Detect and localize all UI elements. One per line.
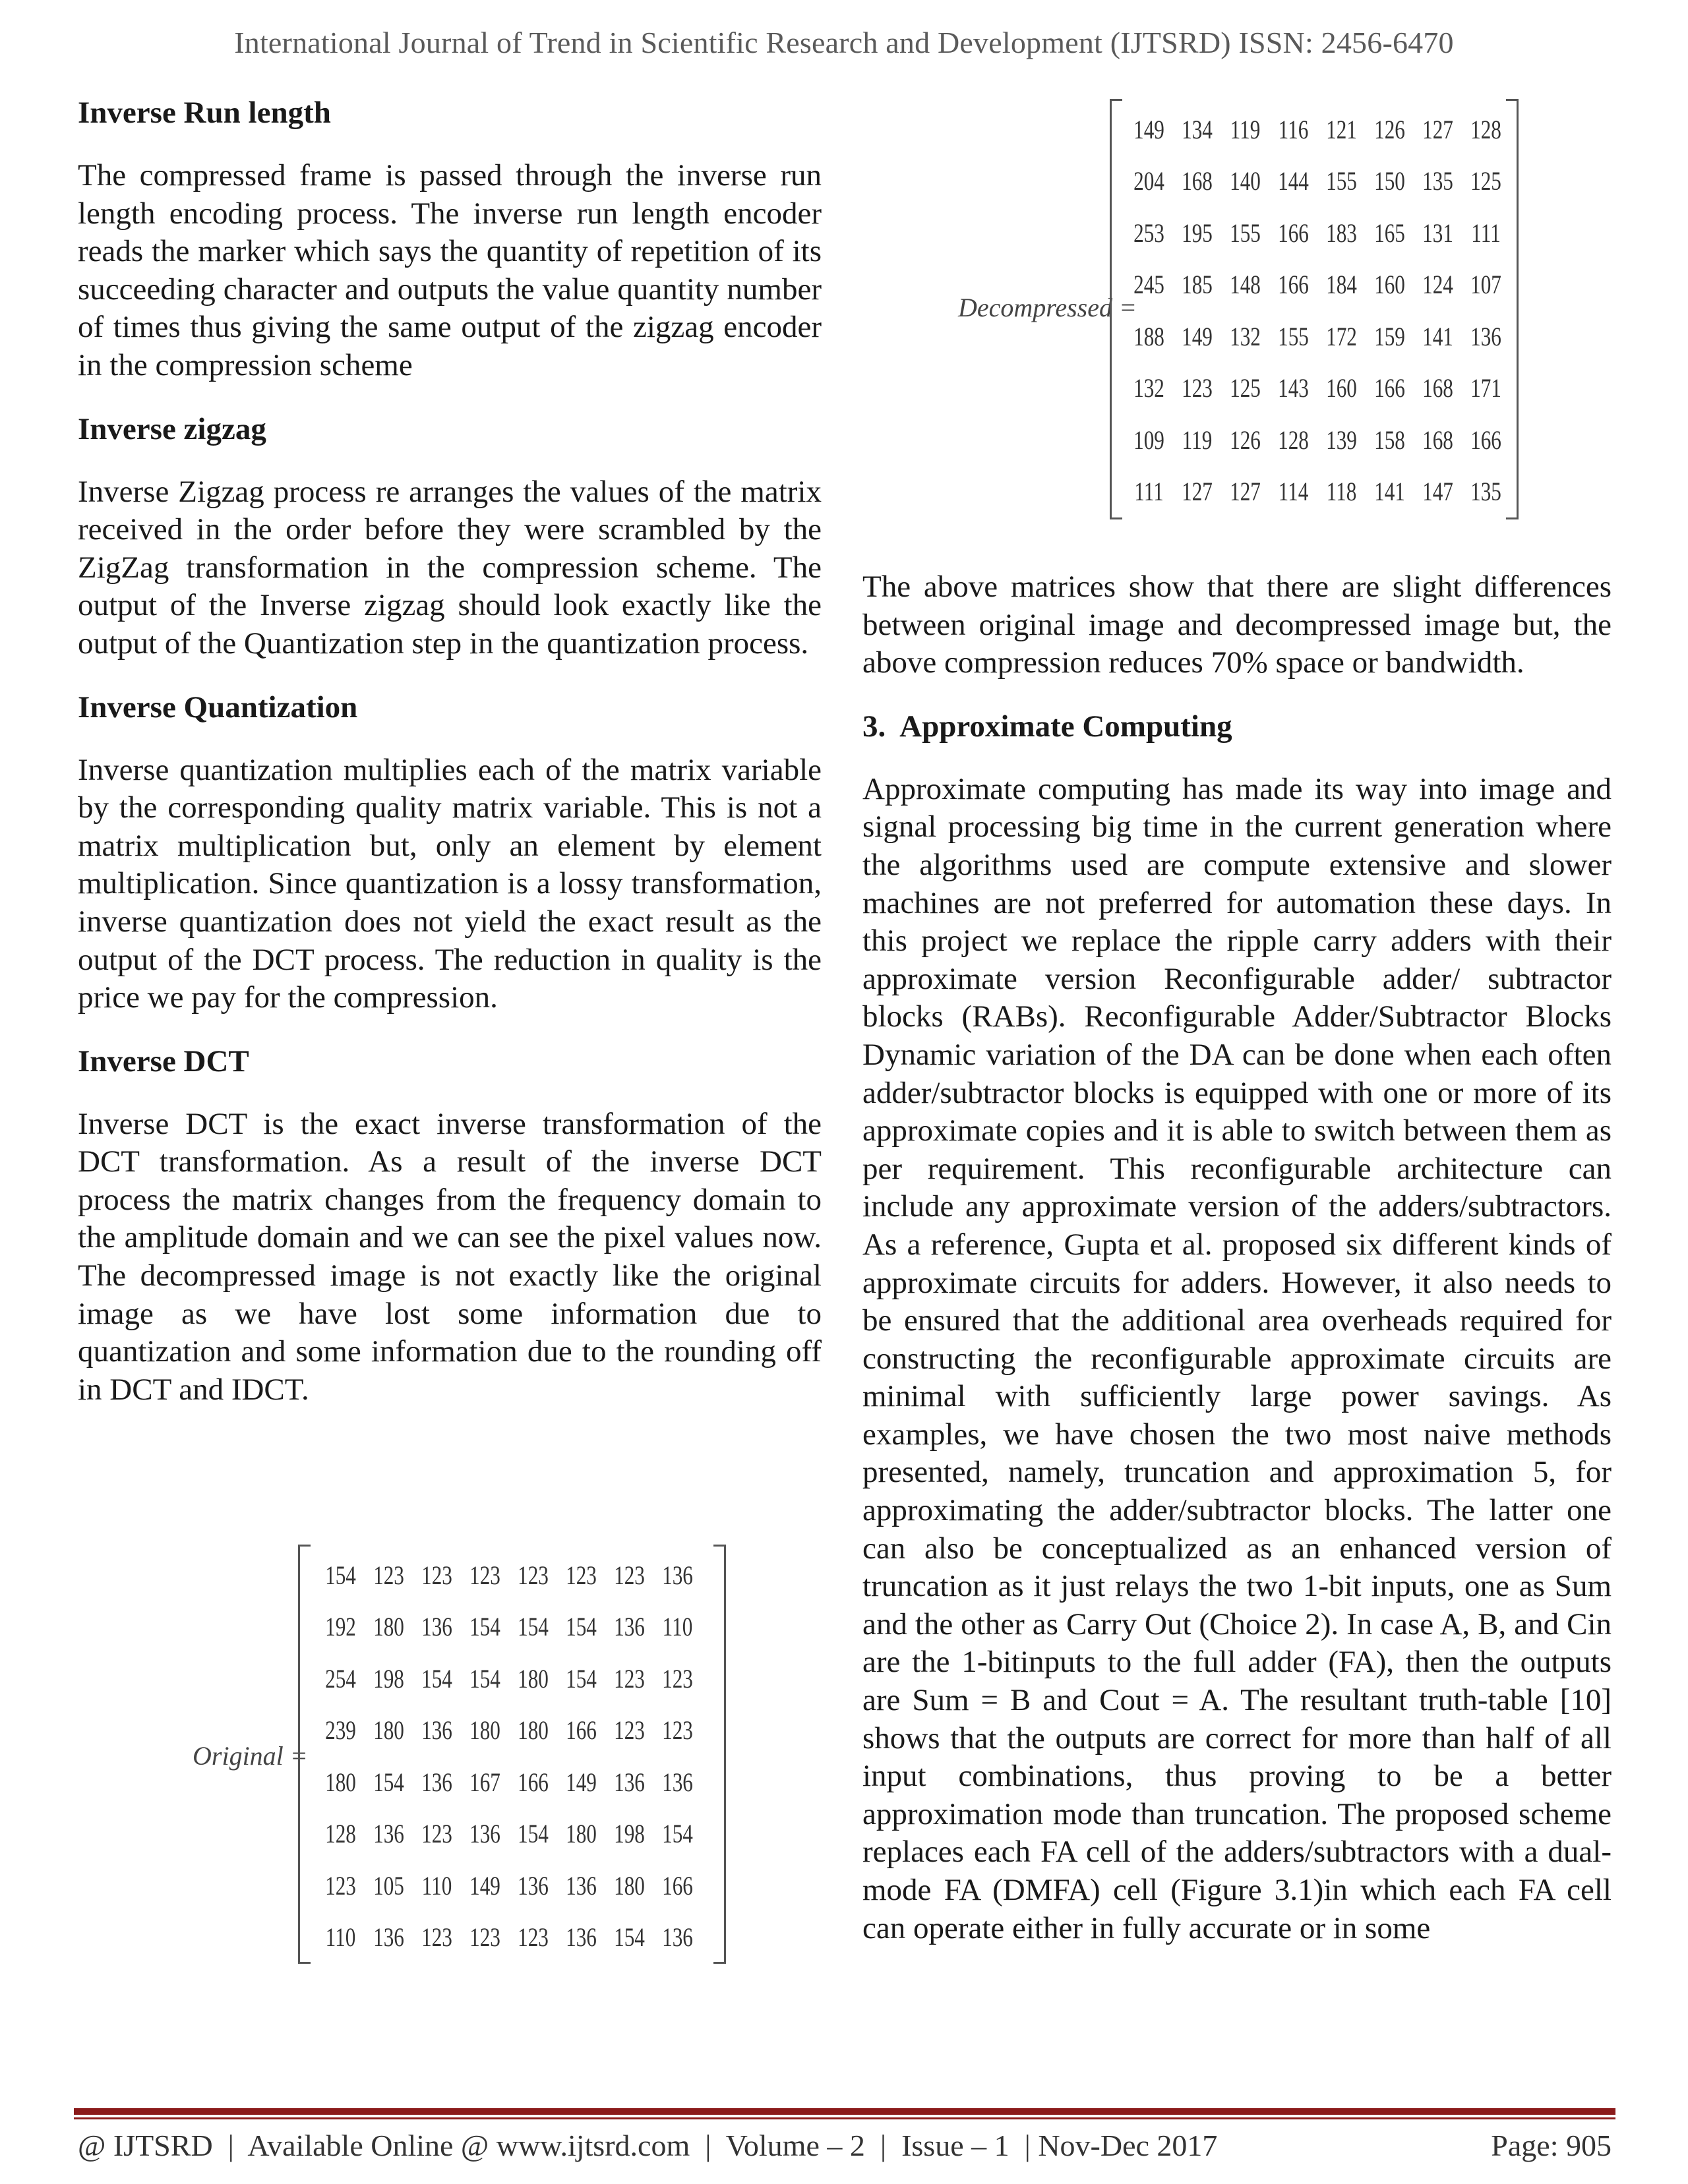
matrix-cell: 160 xyxy=(1374,270,1405,300)
matrix-cell: 165 xyxy=(1374,218,1405,248)
matrix-cell: 171 xyxy=(1470,373,1501,403)
matrix-cell: 128 xyxy=(325,1819,356,1849)
matrix-cell: 154 xyxy=(566,1612,597,1642)
matrix-cell: 180 xyxy=(373,1612,404,1642)
matrix-cell: 204 xyxy=(1133,166,1164,196)
matrix-cell: 245 xyxy=(1133,270,1164,300)
matrix-cell: 123 xyxy=(614,1560,645,1590)
matrix-cell: 180 xyxy=(614,1870,645,1901)
matrix-comparison-caption: The above matrices show that there are slight differences between original image and decompressed image but, the above compression reduces 70% space or bandwidth. xyxy=(862,570,1612,680)
matrix-cell: 127 xyxy=(1422,114,1453,144)
matrix-cell: 166 xyxy=(1470,425,1501,455)
matrix-cell: 141 xyxy=(1374,477,1405,507)
matrix-cell: 116 xyxy=(1278,114,1309,144)
matrix-cell: 136 xyxy=(421,1767,452,1797)
matrix-cell: 127 xyxy=(1230,477,1261,507)
matrix-cell: 149 xyxy=(1182,321,1213,351)
matrix-cell: 136 xyxy=(614,1612,645,1642)
matrix-cell: 180 xyxy=(566,1819,597,1849)
matrix-cell: 154 xyxy=(373,1767,404,1797)
journal-header: International Journal of Trend in Scientific Research and Development (IJTSRD) ISSN: 2456-6470 xyxy=(234,26,1454,59)
matrix-cell: 123 xyxy=(518,1922,549,1953)
matrix-cell: 140 xyxy=(1230,166,1261,196)
matrix-cell: 136 xyxy=(373,1819,404,1849)
matrix-cell: 119 xyxy=(1230,114,1261,144)
matrix-cell: 141 xyxy=(1422,321,1453,351)
matrix-cell: 125 xyxy=(1470,166,1501,196)
left-column xyxy=(78,84,822,1409)
matrix-cell: 154 xyxy=(566,1663,597,1694)
matrix-cell: 166 xyxy=(518,1767,549,1797)
matrix-cell: 253 xyxy=(1133,218,1164,248)
matrix-cell: 127 xyxy=(1182,477,1213,507)
matrix-cell: 136 xyxy=(614,1767,645,1797)
matrix-cell: 132 xyxy=(1230,321,1261,351)
matrix-cell: 160 xyxy=(1326,373,1357,403)
section-body-inverse-run-length: The compressed frame is passed through the inverse run length encoding process. The inverse run length encoder reads the marker which says the quantity of repetition of its succeeding character and outputs the value quantity number of times thus giving the same output of the zigzag encoder in the compression scheme xyxy=(78,158,822,382)
matrix-cell: 154 xyxy=(469,1612,500,1642)
matrix-cell: 105 xyxy=(373,1870,404,1901)
matrix-cell: 125 xyxy=(1230,373,1261,403)
matrix-cell: 195 xyxy=(1182,218,1213,248)
matrix-cell: 188 xyxy=(1133,321,1164,351)
section-body-approximate-computing: Approximate computing has made its way into image and signal processing big time in the current generation where the algorithms used are compute extensive and slower machines are not preferred for automation these days. In this project we replace the ripple carry adders with their approximate version Reconfigurable adder/ subtractor blocks (RABs). Reconfigurable Adder/Subtractor Blocks Dynamic variation of the DA can be done when each often adder/subtractor blocks is equipped with one or more of its approximate copies and it is able to switch between them as per requirement. This reconfigurable architecture can include any approximate version of the adders/subtractors. As a reference, Gupta et al. proposed six different kinds of approximate circuits for adders. However, it also needs to be ensured that the additional area overheads required for constructing the reconfigurable approximate circuits are minimal with sufficiently large power savings. As examples, we have chosen the two most naive methods presented, namely, truncation and approximation 5, for approximating the adder/subtractor blocks. The latter one can also be conceptualized as an enhanced version of truncation as it just relays the two 1-bit inputs, one as Sum and the other as Carry Out (Choice 2). In case A, B, and Cin are the 1-bitinputs to the full adder (FA), then the outputs are Sum = B and Cout = A. The resultant truth-table [10] shows that the outputs are correct for more than half of all input combinations, thus proving to be a better approximation mode than truncation. The proposed scheme replaces each FA cell of the adders/subtractors with a dual-mode FA (DMFA) cell (Figure 3.1)in which each FA cell can operate either in fully accurate or in some xyxy=(862,771,1612,1945)
matrix-cell: 123 xyxy=(373,1560,404,1590)
matrix-cell: 184 xyxy=(1326,270,1357,300)
matrix-cell: 239 xyxy=(325,1715,356,1746)
matrix-cell: 166 xyxy=(1374,373,1405,403)
matrix-cell: 167 xyxy=(469,1767,500,1797)
matrix-cell: 168 xyxy=(1182,166,1213,196)
matrix-cell: 123 xyxy=(469,1560,500,1590)
matrix-cell: 123 xyxy=(325,1870,356,1901)
matrix-cell: 121 xyxy=(1326,114,1357,144)
matrix-cell: 109 xyxy=(1133,425,1164,455)
matrix-cell: 149 xyxy=(469,1870,500,1901)
matrix-cell: 134 xyxy=(1182,114,1213,144)
original-matrix-label: Original = xyxy=(193,1741,308,1771)
matrix-cell: 136 xyxy=(469,1819,500,1849)
matrix-cell: 110 xyxy=(662,1612,693,1642)
matrix-cell: 136 xyxy=(662,1922,693,1953)
footer-journal-info: @ IJTSRD | Available Online @ www.ijtsrd.com | Volume – 2 | Issue – 1 | Nov-Dec 2017 xyxy=(78,2129,1218,2162)
matrix-cell: 123 xyxy=(421,1819,452,1849)
matrix-cell: 111 xyxy=(1471,218,1501,248)
matrix-cell: 136 xyxy=(421,1612,452,1642)
matrix-cell: 149 xyxy=(566,1767,597,1797)
section-heading-inverse-zigzag: Inverse zigzag xyxy=(78,411,266,446)
matrix-cell: 166 xyxy=(1278,218,1309,248)
matrix-cell: 180 xyxy=(469,1715,500,1746)
matrix-cell: 155 xyxy=(1278,321,1309,351)
matrix-cell: 166 xyxy=(566,1715,597,1746)
matrix-cell: 148 xyxy=(1230,270,1261,300)
matrix-cell: 123 xyxy=(421,1560,452,1590)
matrix-cell: 158 xyxy=(1374,425,1405,455)
matrix-cell: 123 xyxy=(662,1663,693,1694)
matrix-cell: 123 xyxy=(614,1715,645,1746)
matrix-cell: 168 xyxy=(1422,373,1453,403)
matrix-cell: 123 xyxy=(662,1715,693,1746)
matrix-cell: 123 xyxy=(1182,373,1213,403)
section-heading-inverse-quantization: Inverse Quantization xyxy=(78,690,358,724)
matrix-cell: 143 xyxy=(1278,373,1309,403)
matrix-cell: 128 xyxy=(1278,425,1309,455)
matrix-cell: 114 xyxy=(1278,477,1309,507)
matrix-cell: 180 xyxy=(518,1715,549,1746)
matrix-cell: 110 xyxy=(421,1870,452,1901)
page-footer xyxy=(78,2128,1612,2163)
matrix-cell: 154 xyxy=(614,1922,645,1953)
matrix-cell: 166 xyxy=(662,1870,693,1901)
section-body-inverse-quantization: Inverse quantization multiplies each of the matrix variable by the corresponding quality matrix variable. This is not a matrix multiplication but, only an element by element multiplication. Since quantization is a lossy transformation, inverse quantization does not yield the exact result as the output of the DCT process. The reduction in quality is the price we pay for the compression. xyxy=(78,752,822,1015)
matrix-cell: 126 xyxy=(1374,114,1405,144)
decompressed-matrix-grid xyxy=(1125,103,1510,517)
matrix-cell: 183 xyxy=(1326,218,1357,248)
matrix-cell: 147 xyxy=(1422,477,1453,507)
matrix-cell: 131 xyxy=(1422,218,1453,248)
matrix-cell: 126 xyxy=(1230,425,1261,455)
matrix-cell: 107 xyxy=(1470,270,1501,300)
matrix-cell: 136 xyxy=(566,1870,597,1901)
decompressed-matrix-right-bracket xyxy=(1506,99,1519,519)
matrix-cell: 159 xyxy=(1374,321,1405,351)
matrix-cell: 192 xyxy=(325,1612,356,1642)
right-column xyxy=(862,568,1612,1947)
matrix-cell: 111 xyxy=(1134,477,1164,507)
matrix-cell: 198 xyxy=(614,1819,645,1849)
matrix-cell: 180 xyxy=(373,1715,404,1746)
decompressed-matrix-left-bracket xyxy=(1110,99,1122,519)
matrix-cell: 136 xyxy=(662,1560,693,1590)
matrix-cell: 180 xyxy=(518,1663,549,1694)
matrix-cell: 136 xyxy=(662,1767,693,1797)
matrix-cell: 136 xyxy=(373,1922,404,1953)
section-heading-inverse-run-length: Inverse Run length xyxy=(78,96,331,130)
matrix-cell: 135 xyxy=(1422,166,1453,196)
footer-page-number: Page: 905 xyxy=(1491,2129,1612,2162)
matrix-cell: 144 xyxy=(1278,166,1309,196)
matrix-cell: 166 xyxy=(1278,270,1309,300)
matrix-cell: 172 xyxy=(1326,321,1357,351)
matrix-cell: 132 xyxy=(1133,373,1164,403)
matrix-cell: 198 xyxy=(373,1663,404,1694)
footer-rule-thick xyxy=(74,2108,1615,2115)
matrix-cell: 123 xyxy=(421,1922,452,1953)
decompressed-matrix-label: Decompressed = xyxy=(958,293,1137,322)
section-body-inverse-zigzag: Inverse Zigzag process re arranges the values of the matrix received in the order before they were scrambled by the ZigZag transformation in the compression scheme. The output of the Inverse zigzag should look exactly like the output of the Quantization step in the quantization process. xyxy=(78,474,822,661)
matrix-cell: 136 xyxy=(566,1922,597,1953)
matrix-cell: 154 xyxy=(421,1663,452,1694)
matrix-cell: 155 xyxy=(1326,166,1357,196)
matrix-cell: 128 xyxy=(1470,114,1501,144)
matrix-cell: 150 xyxy=(1374,166,1405,196)
original-matrix-left-bracket xyxy=(298,1545,311,1964)
matrix-cell: 118 xyxy=(1326,477,1357,507)
matrix-cell: 168 xyxy=(1422,425,1453,455)
footer-rule-thin xyxy=(74,2117,1615,2119)
matrix-cell: 110 xyxy=(325,1922,356,1953)
matrix-cell: 136 xyxy=(1470,321,1501,351)
matrix-cell: 123 xyxy=(566,1560,597,1590)
matrix-cell: 136 xyxy=(421,1715,452,1746)
matrix-cell: 124 xyxy=(1422,270,1453,300)
matrix-cell: 254 xyxy=(325,1663,356,1694)
matrix-cell: 154 xyxy=(518,1819,549,1849)
matrix-cell: 123 xyxy=(518,1560,549,1590)
matrix-cell: 119 xyxy=(1182,425,1213,455)
original-matrix-right-bracket xyxy=(713,1545,726,1964)
matrix-cell: 123 xyxy=(614,1663,645,1694)
matrix-cell: 154 xyxy=(469,1663,500,1694)
matrix-cell: 149 xyxy=(1133,114,1164,144)
matrix-cell: 154 xyxy=(325,1560,356,1590)
section-body-inverse-dct: Inverse DCT is the exact inverse transformation of the DCT transformation. As a result of the inverse DCT process the matrix changes from the frequency domain to the amplitude domain and we can see the pixel values now. The decompressed image is not exactly like the original image as we have lost some information due to quantization and some information due to the rounding off in DCT and IDCT. xyxy=(78,1106,822,1407)
matrix-cell: 139 xyxy=(1326,425,1357,455)
section-heading-inverse-dct: Inverse DCT xyxy=(78,1044,249,1078)
original-matrix-grid xyxy=(316,1549,702,1963)
matrix-cell: 135 xyxy=(1470,477,1501,507)
matrix-cell: 154 xyxy=(518,1612,549,1642)
matrix-cell: 154 xyxy=(662,1819,693,1849)
matrix-cell: 180 xyxy=(325,1767,356,1797)
matrix-cell: 136 xyxy=(518,1870,549,1901)
matrix-cell: 185 xyxy=(1182,270,1213,300)
matrix-cell: 123 xyxy=(469,1922,500,1953)
matrix-cell: 155 xyxy=(1230,218,1261,248)
section-heading-approximate-computing: 3. Approximate Computing xyxy=(862,709,1232,744)
